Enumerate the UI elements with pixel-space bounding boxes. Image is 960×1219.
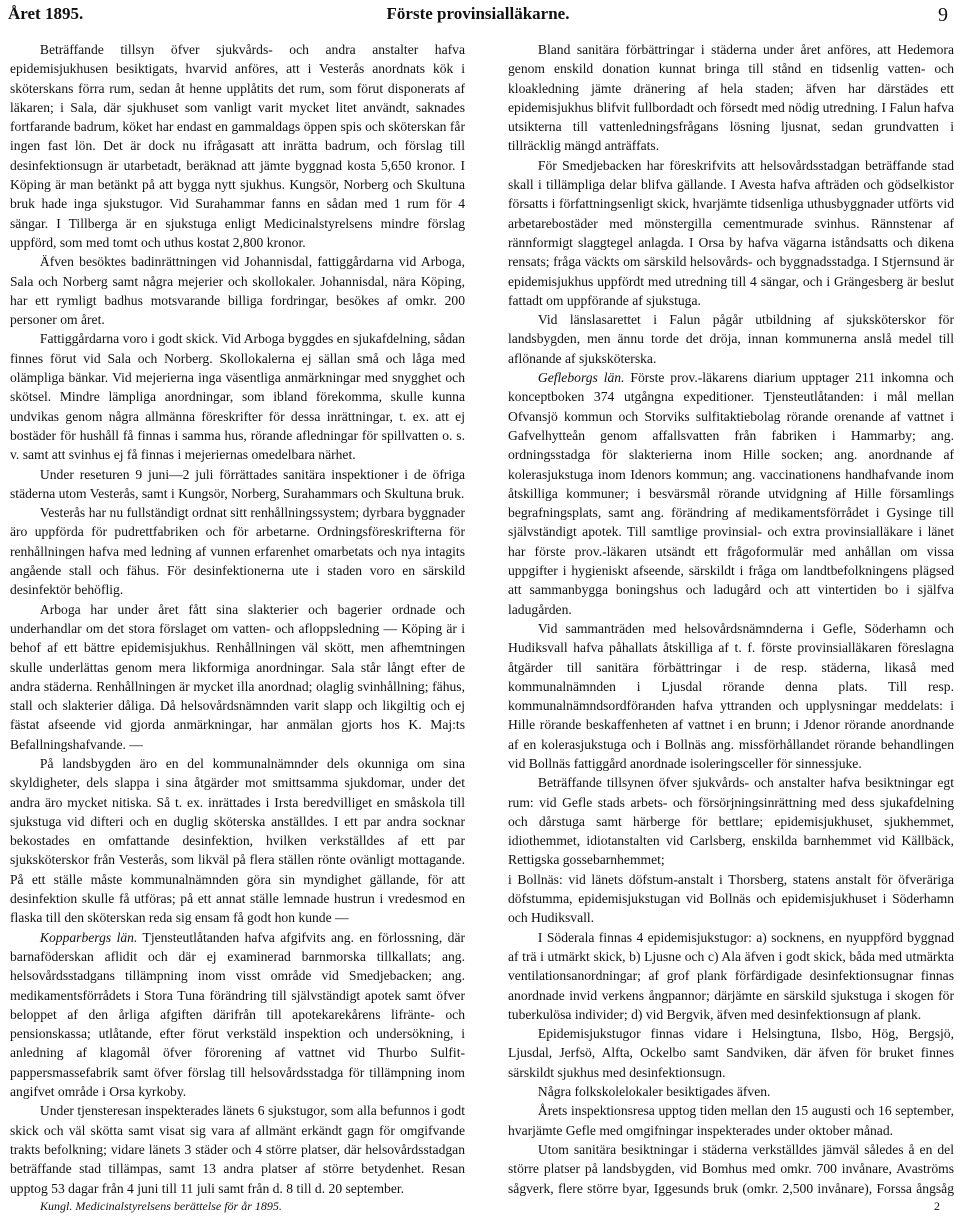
paragraph: Vid sammanträden med helsovårdsnämnderna i Gefle, Söderhamn och Hudiksvall hafva påhallats åtskilliga af t. f. förste provinsialläkaren föreslagna åtgärder till sanitära förbättringar i de resp. städerna, likaså med kommunalnämnden i Ljusdal rörande denna plats. Till resp. kommunalnämndsordförанden hafva yttranden och upplysningar meddelats: i Hille rörande beskaffenheten af vattnet i en brunn; i Jdenor rörande anordnande af en kolerasjukstuga och i Bollnäs ang. missförhållandet rörande behandlingen vid Bollnäs fattiggård anordnade isoleringsceller för sinnessjuke.: [508, 620, 954, 771]
section-paragraph: [508, 368, 954, 619]
section-text: Tjensteutlåtanden hafva afgifvits ang. en förlossning, där barnaföderskan aflidit och där ej examinerad barnmorska tillkallats; ang. helsovårdsstadgans tillämpning inom visst område vid Smedjebacken; ang. medikamentsförrådets i Stora Tuna förändring till självständigt apotek samt öfver beloppet af den årliga afgiften därifrån till apotekarekårens lifränte- och pensionskassa; utlåtande, efter förut verkstäld inspektion och undersökning, i anledning af klagomål öfver förorening af vattnet vid Thurbo Sulfit-pappersmassefabrik samt öfver förslag till helsovårdsstadga för tillämpning inom angifvet område i Orsa kyrkoby.: [10, 929, 465, 1100]
paragraph: i Bollnäs: vid länets döfstum-anstalt i Thorsberg, statens anstalt för öfveräriga döfstumma, epidemisjukstugan vid Bollnäs och epidemisjukhuset i Söderhamn och Hudiksvall.: [508, 871, 954, 926]
paragraph: Vid länslasarettet i Falun pågår utbildning af sjuksköterskor för landsbygden, men ännu torde det dröja, innan kommunerna anslå medel till aflönande af sjuksköterska.: [508, 312, 954, 366]
paragraph: Beträffande tillsyn öfver sjukvårds- och andra anstalter hafva epidemisjukhusen besiktigats, hvarvid anföres, att i Vesterås anordnats kök i sköterskans förra rum, sedan åt henne upplåtits det rum, som förut disponerats af läkaren; i Sala, där sjukhuset som vanligt varit mycket litet användt, saknades fortfarande badrum, köket har endast en gammaldags öppen spis och sköterskan får ingen fast lön. Det är dock nu ifrågasatt att inrätta badrum, och förslag till desinfektionsugn är utarbetadt, beräknad att jämte byggnad kosta 5,650 kronor. I Köping är man betänkt på att bygga nytt sjukhus. Kungsör, Norberg och Skultuna bruk hade inga sjukstugor. Vid Surahammar fanns en sådan med 1 rum för 4 sängar. I Tillberga är en sjukstuga enligt Medicinalstyrelsens mindre förslag uppförd, som med tomt och uthus kostat 2,800 kronor.: [10, 42, 465, 250]
section-paragraph: [10, 928, 465, 1102]
paragraph: Under tjensteresan inspekterades länets 6 sjukstugor, som alla befunnos i godt skick och väl skötta samt visat sig vara af allmänt erkändt gagn för omgifvande trakts befolkning; vidare länets 3 städer och 4 större platser, där helsovårdsstadgan beträffande stad tillämpas, samt 13 andra platser af större betydenhet. Resan upptog 53 dagar från 4 juni till 11 juli samt från d. 8 till d. 20 september.: [10, 1103, 465, 1196]
paragraph: För Smedjebacken har föreskrifvits att helsovårdsstadgan beträffande stad skall i tillämpliga delar blifva gällande. I Avesta hafva afträden och gödselkistor försatts i författningsenligt skick, hvarjämte tidsenliga uthusbyggnader utförts vid arbetarebostäder med mönstergilla cementmurade svinhus. Rännstenar af rännformigt slaggtegel anlagda. I Orsa by hafva vägarna iståndsatts och dikena rensats; fråga väckts om särskild helsovårds- och byggnadsstadga. I Stjernsund är epidemisjukhus uppfördt med utredning till 4 sängar, och i Grängesberg är beslut fattadt om uppförande af sjukstuga.: [508, 157, 954, 308]
right-column: [508, 40, 954, 1200]
paragraph: Beträffande tillsynen öfver sjukvårds- och anstalter hafva besiktningar egt rum: vid Gefle stads arbets- och försörjningsinrättning med dess sjukafdelning och dårstuga samt härberge för bettlare; epidemisjukhuset, sjukhemmet, idiothemmet, idiotanstalten vid Carlsberg, enskilda barnhemmet vid Källbäck, Rettigska gossebarnhemmet;: [508, 775, 954, 868]
paragraph: Bland sanitära förbättringar i städerna under året anföres, att Hedemora genom enskild donation kunnat bringa till stånd en tidsenlig vatten- och kloakledning jämte dränering af hela staden; äfven har därstädes ett epidemisjukhus blifvit fullbordadt och försedt med nödig utredning. I Falun hafva utsikterna till vattenledningsfrågans lösning ljusnat, sedan grundvatten i tillräcklig mängd anträffats.: [508, 42, 954, 154]
page-number: 9: [938, 4, 948, 26]
paragraph: Fattiggårdarna voro i godt skick. Vid Arboga byggdes en sjukafdelning, sådan finnes förut vid Sala och Norberg. Skollokalerna ej sällan små och låga med olämpliga bänkar. Vid mejerierna inga väsentliga anmärkningar med snygghet och skötsel. Mindre lämpliga anordningar, som ibland förekomma, skulle kunna undvikas genom några allmänna föreskrifter för dessa inrättningar, t. ex. att ej bostäder för hushåll få finnas i samma hus, rörande afledningar för spillvatten o. s. v. samt att svinhus ej få finnas i mejeriernas omedelbara närhet.: [10, 331, 465, 463]
paragraph: Epidemisjukstugor finnas vidare i Helsingtuna, Ilsbo, Hög, Bergsjö, Ljusdal, Jerfsö, Alfta, Ockelbo samt Sandviken, där äfven för bruket finnes särskildt sjukhus med desinfektionsugn.: [508, 1026, 954, 1080]
paragraph: Några folkskolelokaler besiktigades äfven.: [537, 1084, 771, 1100]
paragraph: Äfven besöktes badinrättningen vid Johannisdal, fattiggårdarna vid Arboga, Sala och Norberg samt några mejerier och skollokaler. Johannisdal, nära Köping, har ett rymligt badhus motsvarande billiga fordringar, besökes af omkr. 200 personer om året.: [10, 254, 465, 328]
signature-mark: 2: [934, 1199, 940, 1213]
section-text: Förste prov.-läkarens diarium upptager 211 inkomna och konceptboken 374 utgångna expeditioner. Tjensteutlåtanden: i mål mellan Ofvansjö kommun och Storviks sulfitaktiebolag rörande orenande af vattnet i Gafvelhyttеån genom affallsvatten från fabriken i Hammarby; ang. ordningsstadga för slakterierna inom Hille socken; ang. anordnande af kolerasjukstuga inom Idenors kommun; ang. vaccinationens handhafvande inom åtskilliga kommuner; i besvärsmål rörande utvidgning af Hille församlings begrafningsplats, samt ang. förändring af medikamentsförrådet i Gysinge till självständigt apotek. Till samtlige provinsial- och extra provinsialläkare i länet har förste prov.-läkaren utsändt ett frågoformulär med anhållan om vissa uppgifter i hygieniskt afseende, särskildt i fråga om landtbefolkningens plägsed att sammanbygga boningshus och ladugård och att vintertiden bo i själfva ladugården.: [508, 370, 954, 617]
footer-source: Kungl. Medicinalstyrelsens berättelse för år 1895.: [40, 1199, 282, 1213]
paragraph: I Söderala finnas 4 epidemisjukstugor: a) socknens, en nyuppförd byggnad af trä i utmärkt skick, b) Ljusne och c) Ala äfven i godt skick, båda med utmärkta ventilationsanordningar; af grof plank förfärdigade desinfektionsugnar finnas anordnade invid verkens ångpannor; därjämte en särskild sjukstuga i skogen för tuberkulösa individer; d) vid Bergvik, äfven med desinfektionsugn af plank.: [508, 929, 954, 1022]
section-title: Kopparbergs län.: [39, 929, 138, 945]
paragraph: Årets inspektionsresa upptog tiden mellan den 15 augusti och 16 september, hvarjämte Gefle med omgifningar inspekterades under oktober månad.: [508, 1103, 954, 1138]
header-title: Förste provinsialläkarne.: [386, 4, 570, 23]
paragraph: Utom sanitära besiktningar i städerna verkställdes jämväl således å en del större platser på landsbygden, vid Bomhus med omkr. 700 invånare, Avaströms sågverk, flere större byar, Iggesunds bruk (omkr. 2,500 invånare), Forssa ångsåg: [508, 1141, 954, 1196]
header-year: Året 1895.: [8, 4, 84, 23]
page-header: [8, 4, 948, 30]
paragraph: Under reseturen 9 juni—2 juli förrättades sanitära inspektioner i de öfriga städerna utom Vesterås, samt i Kungsör, Norberg, Surahammars och Skultuna bruk.: [10, 466, 465, 501]
page-footer: [40, 1199, 940, 1217]
paragraph: På landsbygden äro en del kommunalnämnder dels okunniga om sina skyldigheter, dels slappa i sina åtgärder mot smittsamma sjukdomar, under det andra äro mycket nitiska. Så t. ex. inrättades i Irsta beredvilliget en småskola till sjukstuga vid difteri och en duglig sköterska anställdes. I ett par andra socknar bekostades en omfattande desinfektion, hvilken verkställdes af ett par sjuksköterskor från Vesterås, som likväl på flera ställen rönte ovänligt mottagande. På ett ställe måste kommunalnämnden göra sin myndighet gällande, för att desinfektion skulle få utföras; på ett annat ställe lemnade hustrun i vredesmod en flaska till den sköterskan reda sig ensam få godt hon kunde —: [10, 755, 465, 926]
paragraph: Arboga har under året fått sina slakterier och bagerier ordnade och underhandlar om det stora förslaget om vatten- och afloppsledning — Köping är i behof af ett bättre epidemisjukhus. Renhållningen väl skött, men afhemtningen skulle underlättas genom mera likformiga anordningar. Sala står långt efter de andra städerna. Renhållningen är mycket illa anordnad; olaglig svinhållning; fähus, stall och slakterier dåliga. Då helsovårdsnämnden varit slapp och likgiltig och ej fästat afseende vid gjorda anmärkningar, har anmälan gjorts hos K. Maj:ts Befallningshafvande. —: [10, 601, 465, 752]
paragraph: Vesterås har nu fullständigt ordnat sitt renhållningssystem; dyrbara byggnader äro uppförda för pudrettfabriken och för arbetarne. Ordningsföreskrifterna för renhållningen hafva med ledning af vunnen erfarenhet omarbetats och nya intagits angående stall och fähus. För desinfektionerna ute i staden voro en särskild desinfektör behöflig.: [10, 505, 465, 598]
left-column: [10, 40, 465, 1200]
section-title: Gefleborgs län.: [537, 370, 625, 386]
